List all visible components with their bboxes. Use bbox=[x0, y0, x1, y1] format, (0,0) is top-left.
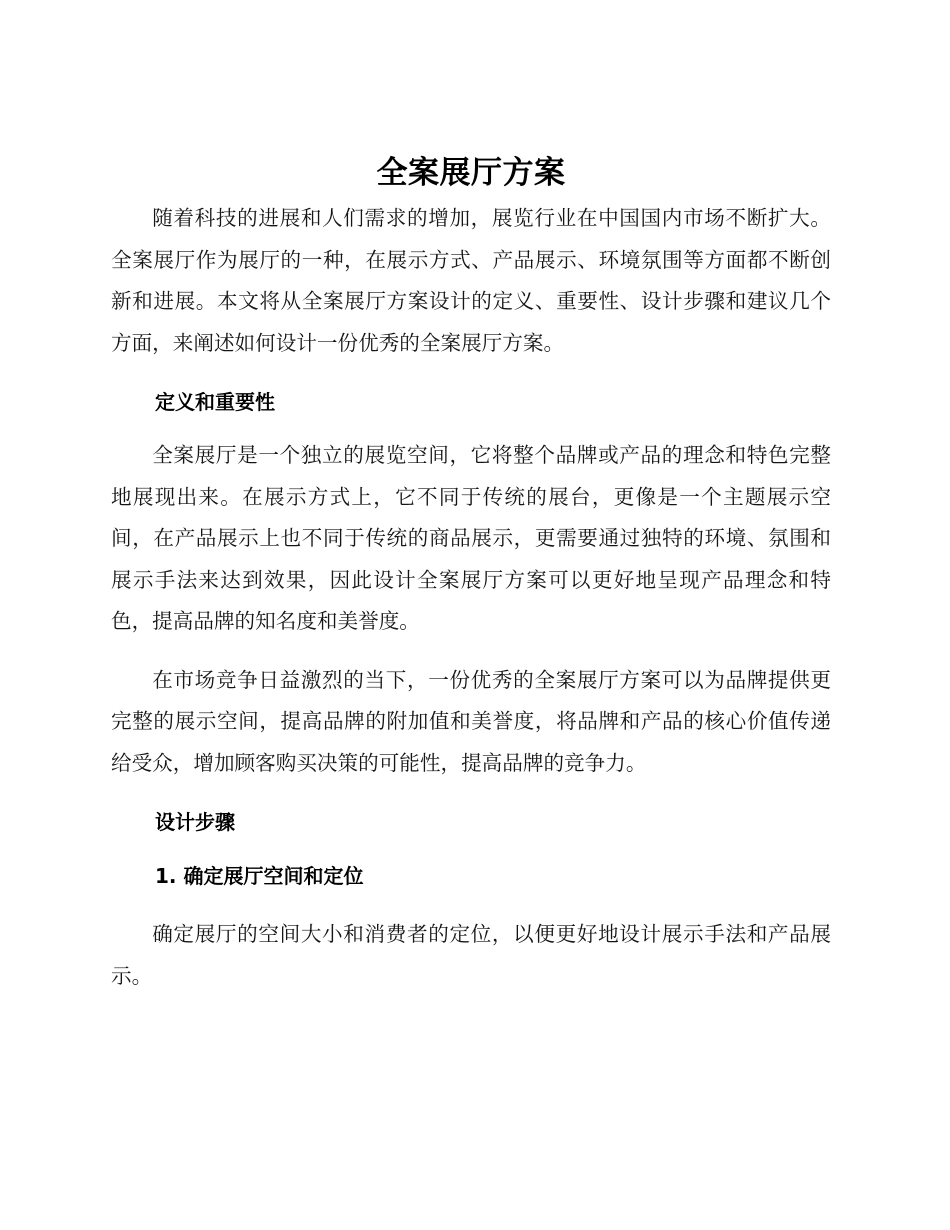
spacer bbox=[111, 643, 831, 660]
document-body bbox=[111, 150, 831, 997]
spacer bbox=[111, 418, 831, 435]
spacer bbox=[111, 784, 831, 806]
document-title: 全案展厅方案 bbox=[376, 155, 566, 191]
definition-paragraph-2: 在市场竞争日益激烈的当下，一份优秀的全案展厅方案可以为品牌提供更完整的展示空间，提高品牌的附加值和美誉度，将品牌和产品的核心价值传递给受众，增加顾客购买决策的可能性，提高品牌的竞争力。 bbox=[111, 667, 831, 775]
section-heading-definition: 定义和重要性 bbox=[155, 390, 275, 414]
step-1-paragraph: 确定展厅的空间大小和消费者的定位，以便更好地设计展示手法和产品展示。 bbox=[111, 922, 831, 988]
definition-paragraph-1: 全案展厅是一个独立的展览空间，它将整个品牌或产品的理念和特色完整地展现出来。在展示方式上，它不同于传统的展台，更像是一个主题展示空间，在产品展示上也不同于传统的商品展示，更需要通过独特的环境、氛围和展示手法来达到效果，因此设计全案展厅方案可以更好地呈现产品理念和特色，提高品牌的知名度和美誉度。 bbox=[111, 443, 831, 633]
step-heading-1: 1. 确定展厅空间和定位 bbox=[155, 864, 364, 888]
spacer bbox=[111, 838, 831, 860]
spacer bbox=[111, 892, 831, 914]
section-heading-steps: 设计步骤 bbox=[155, 810, 235, 834]
spacer bbox=[111, 364, 831, 386]
intro-paragraph: 随着科技的进展和人们需求的增加，展览行业在中国国内市场不断扩大。全案展厅作为展厅的一种，在展示方式、产品展示、环境氛围等方面都不断创新和进展。本文将从全案展厅方案设计的定义、重要性、设计步骤和建议几个方面，来阐述如何设计一份优秀的全案展厅方案。 bbox=[111, 206, 831, 355]
